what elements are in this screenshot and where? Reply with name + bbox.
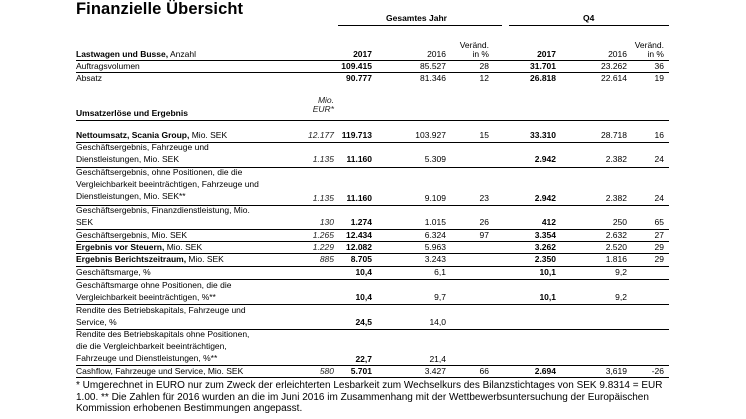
col-header-2016: 2016 [427,49,446,59]
units-section-label: Lastwagen und Busse, Anzahl [76,49,196,59]
section-rule [76,266,669,267]
group-rule-year [338,25,502,26]
group-header-year: Gesamtes Jahr [386,13,447,23]
col-header-q-2017: 2017 [537,49,556,59]
col-header-2017: 2017 [353,49,372,59]
table-bottom-rule [76,377,669,378]
header-rule [76,60,669,61]
row-rule [76,72,669,73]
finance-section-label: Umsatzerlöse und Ergebnis [76,108,188,118]
footnote: * Umgerechnet in EURO nur zum Zweck der erleichterten Lesbarkeit zum Wechselkurs des Bilanzstichtages von SEK 9.8314 = EUR 1.00. ** Die Zahlen für 2016 wurden an die im Juni 2016 im Zusammenhang mit der Wettbewerbsuntersuchung der Europäischen Kommission erhobenen Bestimmungen angepasst. [76,380,663,414]
group-rule-q4 [509,25,669,26]
section-rule [76,120,669,121]
page-title: Finanzielle Übersicht [76,0,244,18]
col-header-change: Veränd. in % [459,40,489,59]
mio-eur-header: Mio. EUR* [312,95,334,114]
col-header-q-change: Veränd. in % [634,40,664,59]
group-header-q4: Q4 [583,13,595,23]
col-header-q-2016: 2016 [608,49,627,59]
